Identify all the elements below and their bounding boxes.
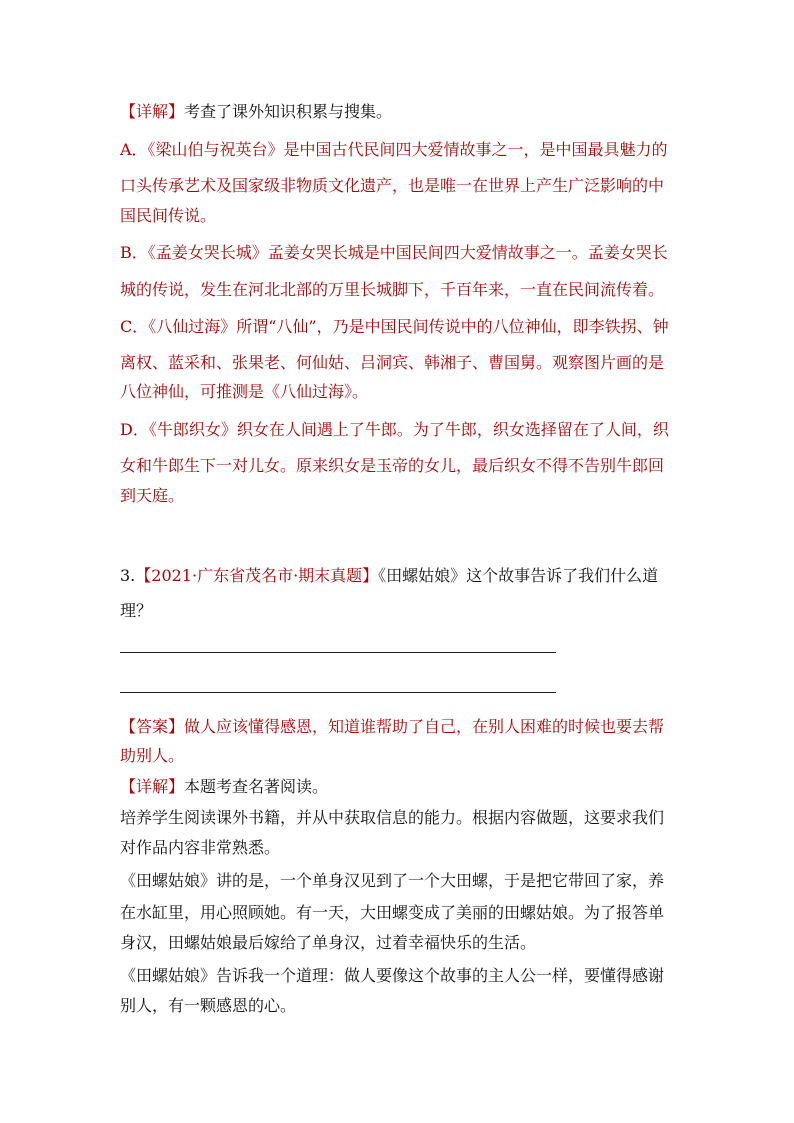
option-d-line-3: 到天庭。 [120, 486, 185, 505]
detail-heading-1 [120, 102, 392, 122]
detail-line-8: 别人，有一颗感恩的心。 [120, 996, 297, 1015]
detail-line-3: 对作品内容非常熟悉。 [120, 838, 281, 857]
option-c-line-1: C．《八仙过海》所谓“八仙”，乃是中国民间传说中的八位神仙，即李铁拐、钟 [120, 317, 669, 336]
detail-tag: 【详解】 [120, 102, 185, 121]
option-a-line-3: 国民间传说。 [120, 206, 217, 225]
detail-text: 考查了课外知识积累与搜集。 [184, 102, 393, 121]
option-c-line-3: 八位神仙，可推测是《八仙过海》。 [120, 382, 369, 401]
option-b-line-1: B．《孟姜女哭长城》孟姜女哭长城是中国民间四大爱情故事之一。孟姜女哭长 [120, 243, 668, 262]
question-text: 《田螺姑娘》这个故事告诉了我们什么道 [378, 566, 659, 585]
answer-text: 做人应该懂得感恩，知道谁帮助了自己，在别人困难的时候也要去帮 [184, 717, 665, 736]
detail-text-2: 本题考查名著阅读。 [184, 777, 329, 796]
option-c-line-2: 离权、蓝采和、张果老、何仙姑、吕洞宾、韩湘子、曹国舅。观察图片画的是 [120, 353, 665, 372]
question-3-line-2: 理？ [120, 601, 153, 620]
answer-blank-line-2 [120, 692, 556, 693]
detail-tag-2: 【详解】 [120, 777, 185, 796]
question-number: 3. [120, 566, 136, 585]
question-source: 【2021·广东省茂名市·期末真题】 [135, 566, 379, 585]
detail-line-2: 培养学生阅读课外书籍，并从中获取信息的能力。根据内容做题，这要求我们 [120, 808, 665, 827]
answer-line-2: 助别人。 [120, 746, 185, 765]
option-d-line-2: 女和牛郎生下一对儿女。原来织女是玉帝的女儿，最后织女不得不告别牛郎回 [120, 456, 665, 475]
option-a-line-2: 口头传承艺术及国家级非物质文化遗产，也是唯一在世界上产生广泛影响的中 [120, 176, 665, 195]
detail-line-5: 在水缸里，用心照顾她。有一天，大田螺变成了美丽的田螺姑娘。为了报答单 [120, 903, 665, 922]
detail-line-6: 身汉，田螺姑娘最后嫁给了单身汉，过着幸福快乐的生活。 [120, 933, 537, 952]
answer-blank-line-1 [120, 652, 556, 653]
answer-tag: 【答案】 [120, 717, 185, 736]
detail-line-7: 《田螺姑娘》告诉我一个道理：做人要像这个故事的主人公一样，要懂得感谢 [120, 966, 665, 985]
option-d-line-1: D．《牛郎织女》织女在人间遇上了牛郎。为了牛郎，织女选择留在了人间，织 [120, 420, 669, 439]
answer-line-1 [120, 717, 664, 737]
detail-line-4: 《田螺姑娘》讲的是，一个单身汉见到了一个大田螺，于是把它带回了家，养 [120, 871, 665, 890]
detail-heading-2 [120, 777, 328, 797]
option-b-line-2: 城的传说，发生在河北北部的万里长城脚下，千百年来，一直在民间流传着。 [120, 280, 665, 299]
question-3-line-1 [120, 566, 658, 586]
option-a-line-1: A．《梁山伯与祝英台》是中国古代民间四大爱情故事之一，是中国最具魅力的 [120, 140, 668, 159]
